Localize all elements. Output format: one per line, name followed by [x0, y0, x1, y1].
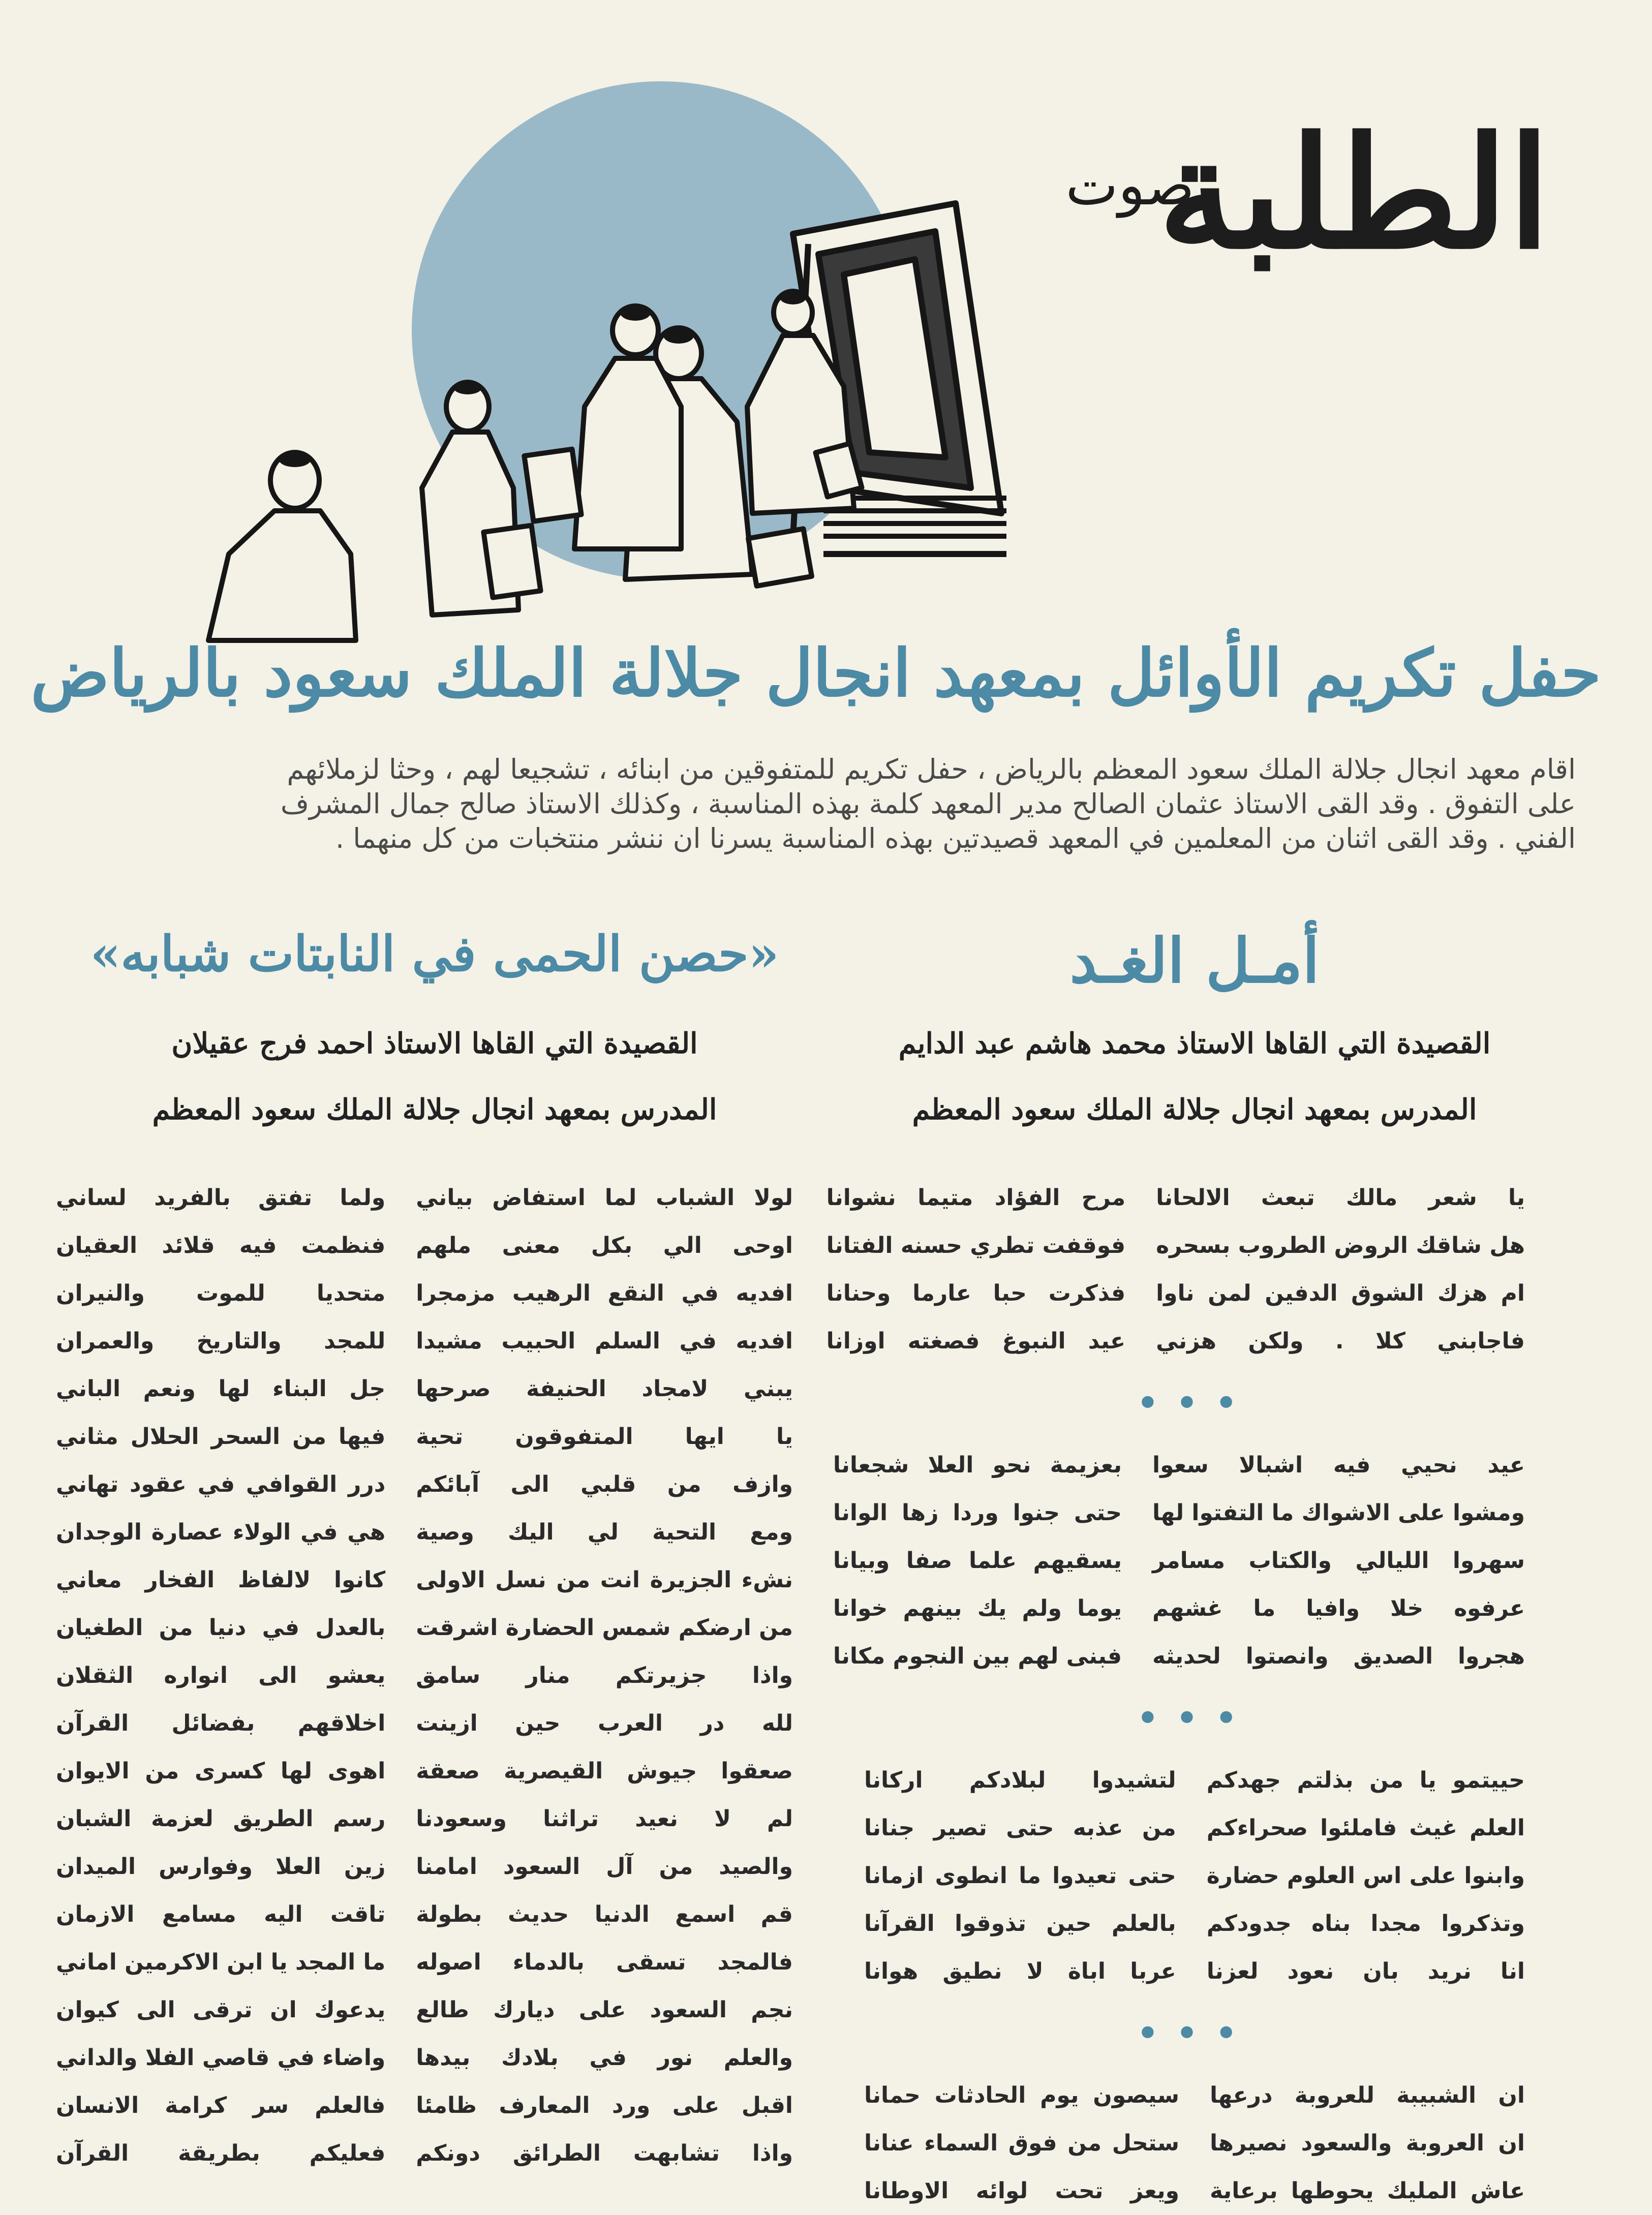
poem-left-credit-role: المدرس بمعهد انجال جلالة الملك سعود المعظم: [152, 1093, 717, 1126]
poem-right-verses: [826, 1174, 1525, 2215]
verse-first-hemistich: حييتمو يا من بذلتم جهدكم: [1206, 1767, 1525, 1793]
stanza: [864, 1757, 1525, 1995]
verse-first-hemistich: ومشوا على الاشواك ما التفتوا لها: [1152, 1500, 1525, 1526]
verse-second-hemistich: يدعوك ان ترقى الى كيوان: [55, 1997, 386, 2023]
verse-first-hemistich: هل شاقك الروض الطروب بسحره: [1156, 1233, 1525, 1258]
verse-first-hemistich: قم اسمع الدنيا حديث بطولة: [416, 1901, 793, 1927]
verse-second-hemistich: يوما ولم يك بينهم خوانا: [833, 1595, 1122, 1621]
verse-second-hemistich: فذكرت حبا عارما وحنانا: [826, 1280, 1126, 1306]
verse-first-hemistich: والصيد من آل السعود امامنا: [416, 1854, 793, 1880]
verse-first-hemistich: ان العروبة والسعود نصيرها: [1210, 2130, 1525, 2156]
verse-second-hemistich: فوقفت تطري حسنه الفتانا: [826, 1233, 1126, 1258]
verse-first-hemistich: وتذكروا مجدا بناه جدودكم: [1206, 1911, 1525, 1936]
verse-first-hemistich: عاش المليك يحوطها برعاية: [1210, 2178, 1525, 2204]
verse-second-hemistich: ويعز تحت لوائه الاوطانا: [864, 2178, 1179, 2204]
verse-first-hemistich: لم لا نعيد تراثنا وسعودنا: [416, 1806, 793, 1832]
verse-second-hemistich: درر القوافي في عقود تهاني: [55, 1471, 386, 1497]
verse-first-hemistich: العلم غيث فاملئوا صحراءكم: [1206, 1815, 1525, 1841]
verse-first-hemistich: ام هزك الشوق الدفين لمن ناوا: [1156, 1280, 1525, 1306]
stanza: [864, 2072, 1525, 2215]
verse-second-hemistich: فبنى لهم بين النجوم مكانا: [833, 1643, 1122, 1669]
verse-second-hemistich: يسقيهم علما صفا وبيانا: [833, 1548, 1122, 1574]
verse-first-hemistich: ان الشبيبة للعروبة درعها: [1210, 2082, 1525, 2108]
verse-second-hemistich: زين العلا وفوارس الميدان: [55, 1854, 386, 1880]
verse-first-hemistich: هجروا الصديق وانصتوا لحديثه: [1152, 1643, 1525, 1669]
verse-second-hemistich: مرح الفؤاد متيما نشوانا: [826, 1185, 1126, 1211]
verse-second-hemistich: حتى جنوا وردا زها الوانا: [833, 1500, 1122, 1526]
intro-line: اقام معهد انجال جلالة الملك سعود المعظم بالرياض ، حفل تكريم للمتفوقين من ابنائه ، تشجيعا لهم ، وحثا لزملائهم: [287, 753, 1576, 785]
verse-first-hemistich: فاجابني كلا . ولكن هزني: [1156, 1328, 1525, 1354]
verse-first-hemistich: واذا تشابهت الطرائق دونكم: [416, 2140, 793, 2166]
students-walking-to-doorway-illustration: [0, 0, 1652, 645]
intro-line: الفني . وقد القى اثنان من المعلمين في المعهد قصيدتين بهذه المناسبة يسرنا ان ننشر منتخبات من كل منهما .: [335, 822, 1576, 854]
poem-right: [826, 925, 1525, 2215]
verse-first-hemistich: يا ايها المتفوقون تحية: [416, 1424, 793, 1450]
verse-first-hemistich: يبني لامجاد الحنيفة صرحها: [416, 1376, 793, 1402]
verse-first-hemistich: اقبل على ورد المعارف ظامئا: [416, 2093, 793, 2118]
verse-second-hemistich: ستحل من فوق السماء عنانا: [864, 2130, 1179, 2156]
verse-second-hemistich: كانوا لالفاظ الفخار معاني: [55, 1567, 386, 1593]
verse-second-hemistich: عيد النبوغ فصغته اوزانا: [826, 1328, 1126, 1354]
poem-right-title: أمـل الغـد: [1069, 925, 1320, 997]
stanza-separator: •••: [1136, 1379, 1253, 1427]
poem-right-credit-role: المدرس بمعهد انجال جلالة الملك سعود المعظم: [912, 1093, 1477, 1126]
verse-first-hemistich: نجم السعود على ديارك طالع: [416, 1997, 793, 2023]
verse-first-hemistich: ومع التحية لي اليك وصية: [416, 1519, 793, 1545]
verse-second-hemistich: فنظمت فيه قلائد العقيان: [55, 1233, 386, 1258]
verse-second-hemistich: يعشو الى انواره الثقلان: [55, 1663, 386, 1688]
verse-first-hemistich: لولا الشباب لما استفاض بياني: [416, 1185, 793, 1211]
verse-second-hemistich: سيصون يوم الحادثات حمانا: [864, 2082, 1179, 2108]
verse-first-hemistich: سهروا الليالي والكتاب مسامر: [1152, 1548, 1525, 1574]
verse-second-hemistich: بالعدل في دنيا من الطغيان: [55, 1615, 386, 1641]
verse-second-hemistich: واضاء في قاصي الفلا والداني: [55, 2045, 386, 2071]
masthead-title: الطلبة: [1158, 103, 1550, 283]
verse-second-hemistich: هي في الولاء عصارة الوجدان: [55, 1519, 386, 1545]
verse-first-hemistich: عيد نحيي فيه اشبالا سعوا: [1152, 1452, 1525, 1478]
intro-paragraph: [76, 752, 1576, 856]
verse-second-hemistich: ولما تفتق بالفريد لساني: [55, 1185, 386, 1211]
intro-line: على التفوق . وقد القى الاستاذ عثمان الصالح مدير المعهد كلمة بهذه المناسبة ، وكذلك الاستاذ صالح جمال المشرف: [280, 788, 1576, 820]
verse-second-hemistich: فيها من السحر الحلال مثاني: [55, 1424, 386, 1450]
verse-second-hemistich: لتشيدوا لبلادكم اركانا: [864, 1767, 1176, 1793]
verse-first-hemistich: وابنوا على اس العلوم حضارة: [1206, 1863, 1525, 1889]
verse-second-hemistich: عربا اباة لا نطيق هوانا: [864, 1958, 1176, 1984]
verse-second-hemistich: بالعلم حين تذوقوا القرآنا: [864, 1911, 1176, 1936]
verse-first-hemistich: صعقوا جيوش القيصرية صعقة: [416, 1758, 793, 1784]
stanza: [833, 1441, 1525, 1680]
verse-second-hemistich: اخلاقهم بفضائل القرآن: [55, 1710, 386, 1736]
verse-second-hemistich: بعزيمة نحو العلا شجعانا: [833, 1452, 1122, 1478]
verse-first-hemistich: انا نريد بان نعود لعزنا: [1206, 1958, 1525, 1984]
verse-second-hemistich: تاقت اليه مسامع الازمان: [55, 1901, 386, 1927]
poem-left-title: «حصن الحمى في النابتات شبابه»: [90, 925, 779, 982]
verse-second-hemistich: فالعلم سر كرامة الانسان: [55, 2093, 386, 2118]
verse-second-hemistich: رسم الطريق لعزمة الشبان: [55, 1806, 386, 1832]
poem-left-verses: [55, 1174, 793, 2177]
masthead-subtitle: صوت: [1065, 152, 1195, 218]
verse-first-hemistich: عرفوه خلا وافيا ما غشهم: [1152, 1595, 1525, 1621]
verse-second-hemistich: ما المجد يا ابن الاكرمين اماني: [55, 1949, 386, 1975]
verse-second-hemistich: اهوى لها كسرى من الايوان: [55, 1758, 386, 1784]
verse-second-hemistich: من عذبه حتى تصير جنانا: [864, 1815, 1176, 1841]
verse-first-hemistich: وازف من قلبي الى آبائكم: [416, 1471, 793, 1497]
poem-right-credit-author: القصيدة التي القاها الاستاذ محمد هاشم عبد الدايم: [898, 1027, 1491, 1060]
poem-left-credit-author: القصيدة التي القاها الاستاذ احمد فرج عقيلان: [171, 1027, 698, 1060]
verse-first-hemistich: يا شعر مالك تبعث الالحانا: [1156, 1185, 1525, 1211]
poem-left: [55, 925, 793, 2177]
verse-first-hemistich: اوحى الي بكل معنى ملهم: [416, 1233, 793, 1258]
verse-first-hemistich: فالمجد تسقى بالدماء اصوله: [416, 1949, 793, 1975]
verse-first-hemistich: من ارضكم شمس الحضارة اشرقت: [416, 1615, 793, 1641]
article-headline: حفل تكريم الأوائل بمعهد انجال جلالة الملك سعود بالرياض: [30, 635, 1601, 712]
stanza-separator: •••: [1136, 2010, 1253, 2057]
verse-first-hemistich: افديه في النقع الرهيب مزمجرا: [416, 1280, 793, 1306]
verse-second-hemistich: متحديا للموت والنيران: [55, 1280, 386, 1306]
verse-second-hemistich: جل البناء لها ونعم الباني: [55, 1376, 386, 1402]
verse-second-hemistich: للمجد والتاريخ والعمران: [55, 1328, 386, 1354]
verse-first-hemistich: لله در العرب حين ازينت: [416, 1710, 793, 1736]
verse-second-hemistich: حتى تعيدوا ما انطوى ازمانا: [864, 1863, 1176, 1889]
verse-first-hemistich: نشء الجزيرة انت من نسل الاولى: [416, 1567, 793, 1593]
verse-first-hemistich: افديه في السلم الحبيب مشيدا: [416, 1328, 793, 1354]
stanza-separator: •••: [1136, 1695, 1253, 1742]
stanza: [826, 1174, 1525, 1365]
verse-second-hemistich: فعليكم بطريقة القرآن: [55, 2140, 386, 2166]
verse-first-hemistich: واذا جزيرتكم منار سامق: [416, 1663, 793, 1688]
verse-first-hemistich: والعلم نور في بلادك بيدها: [416, 2045, 793, 2071]
